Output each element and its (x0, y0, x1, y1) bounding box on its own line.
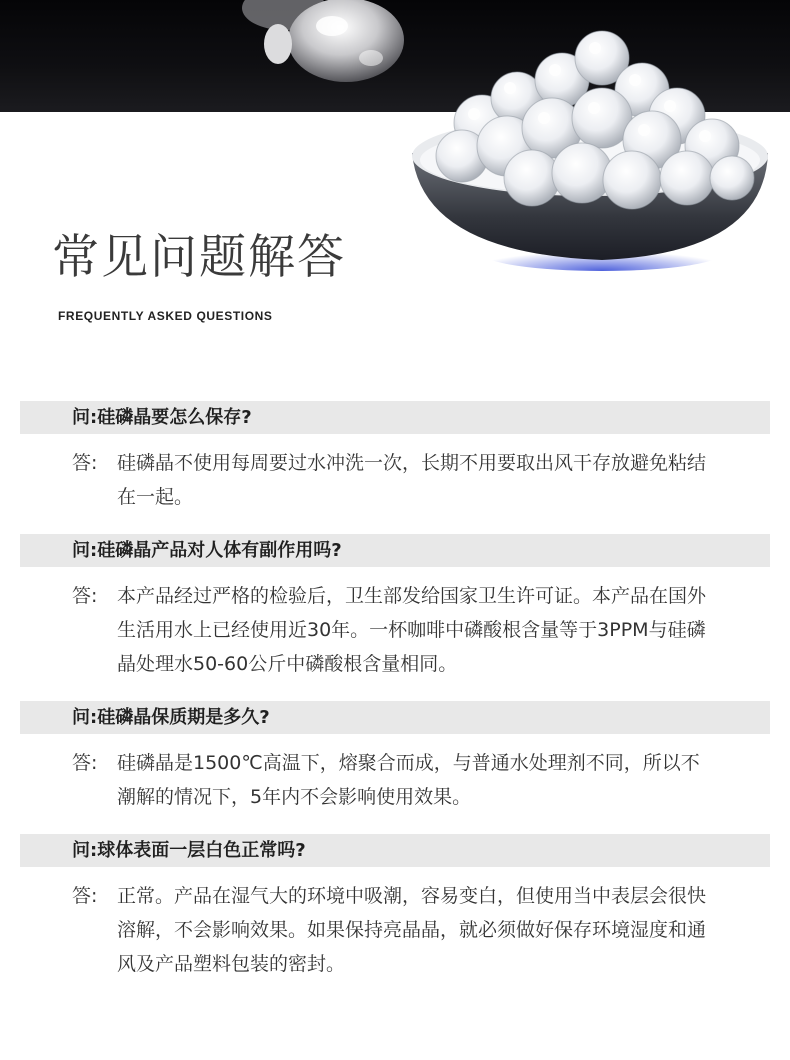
crystal-bowl-image (402, 28, 777, 273)
page-subtitle: FREQUENTLY ASKED QUESTIONS (58, 309, 273, 323)
faq-question-bar (20, 834, 770, 867)
question-prefix: 问: (72, 407, 98, 428)
faq-answer (20, 746, 770, 814)
answer-prefix: 答: (72, 885, 98, 907)
faq-answer (20, 446, 770, 514)
answer-prefix: 答: (72, 452, 98, 474)
faq-item (20, 401, 770, 514)
answer-text: 本产品经过严格的检验后，卫生部发给国家卫生许可证。本产品在国外生活用水上已经使用近30年。一杯咖啡中磷酸根含量等于3PPM与硅磷晶处理水50-60公斤中磷酸根含量相同。 (117, 585, 707, 675)
faq-item (20, 534, 770, 681)
faq-item (20, 834, 770, 981)
question-text: 硅磷晶产品对人体有副作用吗? (97, 540, 342, 561)
question-text: 球体表面一层白色正常吗? (97, 840, 306, 861)
page-title: 常见问题解答 (52, 230, 346, 285)
answer-text: 硅磷晶是1500℃高温下，熔聚合而成，与普通水处理剂不同，所以不潮解的情况下，5年内不会影响使用效果。 (117, 752, 700, 808)
question-prefix: 问: (72, 840, 98, 861)
question-prefix: 问: (72, 540, 98, 561)
faq-list (20, 401, 770, 1001)
faq-question-bar (20, 401, 770, 434)
faq-question-bar (20, 701, 770, 734)
faq-answer (20, 579, 770, 681)
question-prefix: 问: (72, 707, 98, 728)
question-text: 硅磷晶保质期是多久? (97, 707, 270, 728)
faq-question-bar (20, 534, 770, 567)
answer-prefix: 答: (72, 585, 98, 607)
floating-crystal-image (196, 0, 426, 112)
answer-text: 正常。产品在湿气大的环境中吸潮，容易变白，但使用当中表层会很快溶解，不会影响效果。如果保持亮晶晶，就必须做好保存环境湿度和通风及产品塑料包装的密封。 (117, 885, 707, 975)
faq-item (20, 701, 770, 814)
answer-prefix: 答: (72, 752, 98, 774)
question-text: 硅磷晶要怎么保存? (97, 407, 252, 428)
answer-text: 硅磷晶不使用每周要过水冲洗一次，长期不用要取出风干存放避免粘结在一起。 (117, 452, 707, 508)
faq-answer (20, 879, 770, 981)
